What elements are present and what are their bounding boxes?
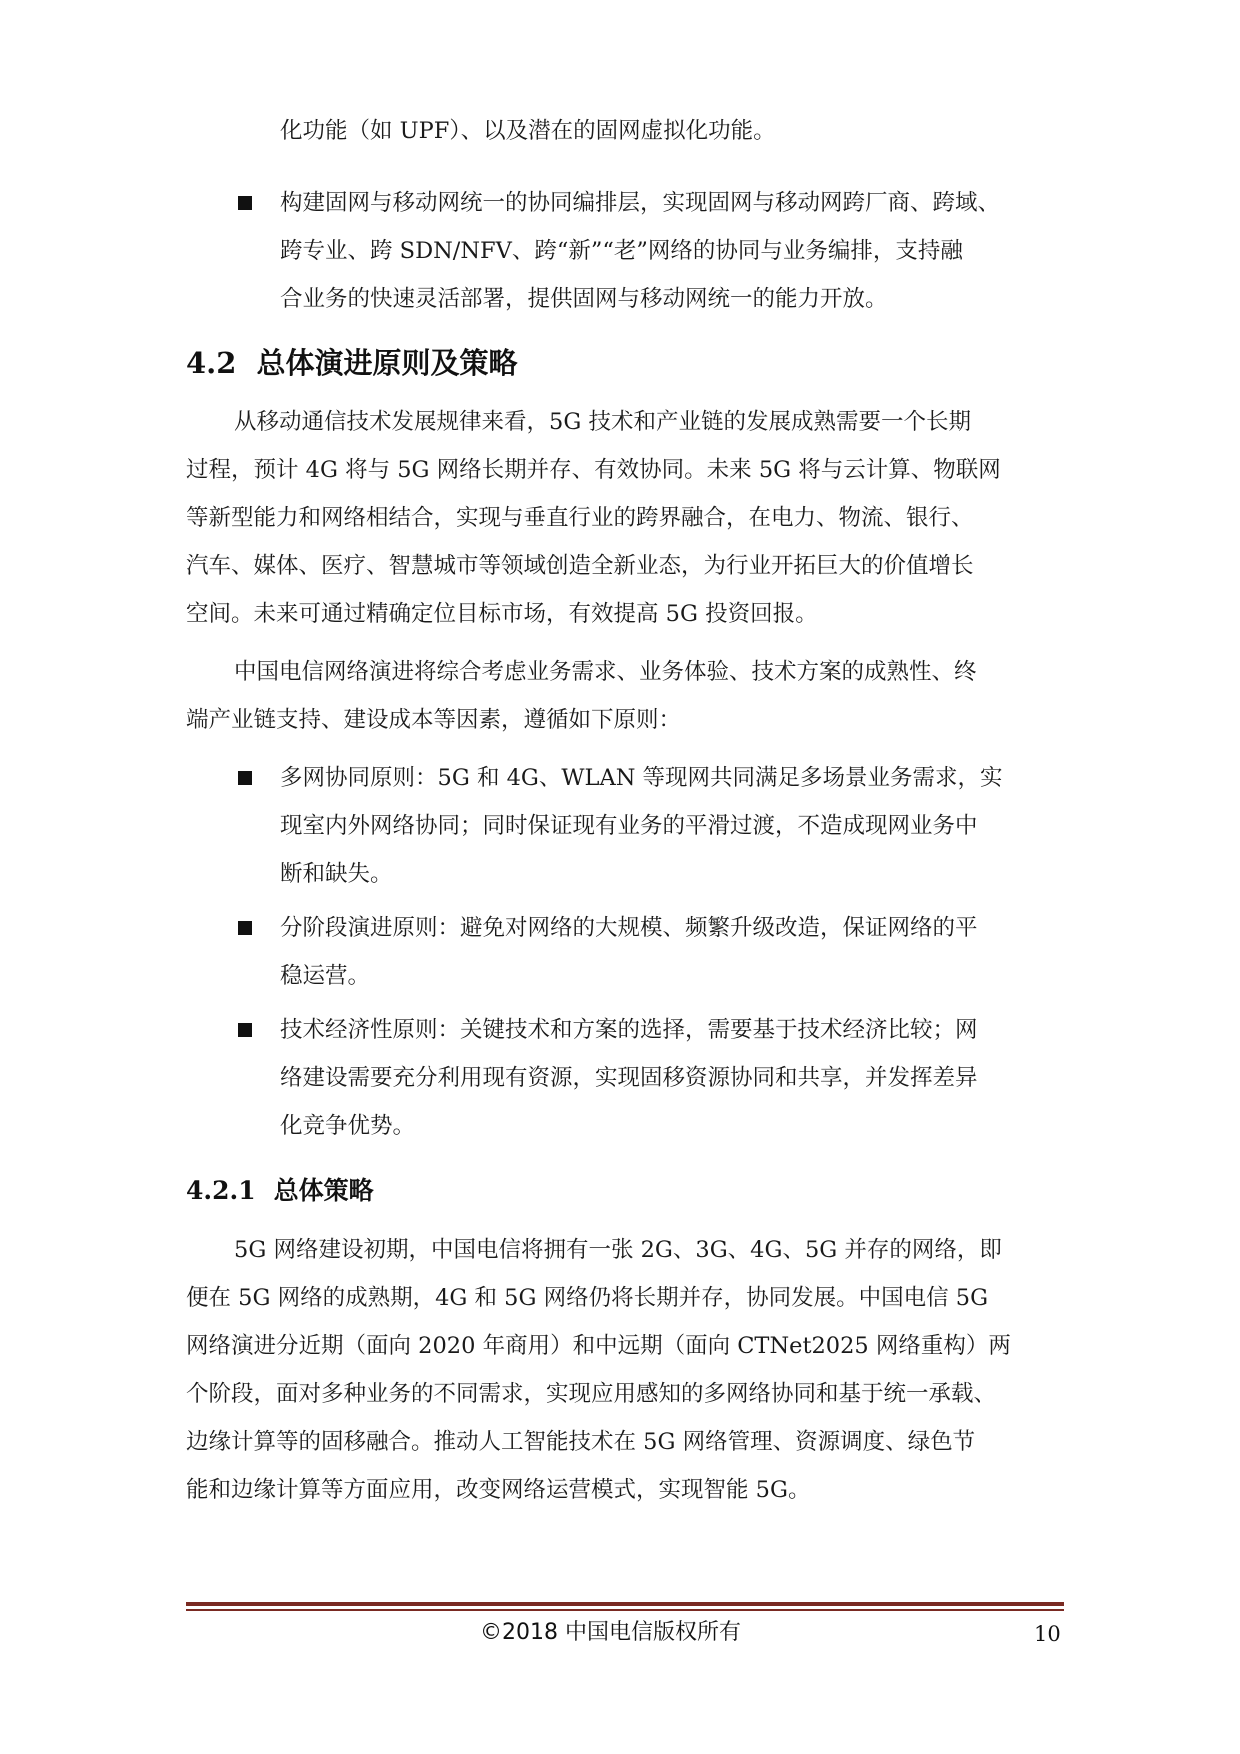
paragraph-line: 空间。未来可通过精确定位目标市场，有效提高 5G 投资回报。 — [186, 601, 818, 627]
page-number: 10 — [1034, 1622, 1061, 1646]
paragraph-line: 中国电信网络演进将综合考虑业务需求、业务体验、技术方案的成熟性、终 — [234, 659, 977, 685]
footer-copyright: ©2018 中国电信版权所有 — [480, 1620, 741, 1645]
footer-divider — [186, 1602, 1064, 1606]
paragraph-line: 等新型能力和网络相结合，实现与垂直行业的跨界融合，在电力、物流、银行、 — [186, 505, 974, 531]
paragraph-line: 能和边缘计算等方面应用，改变网络运营模式，实现智能 5G。 — [186, 1477, 811, 1503]
bullet-continuation-line: 化功能（如 UPF）、以及潜在的固网虚拟化功能。 — [280, 118, 776, 144]
paragraph-line: 边缘计算等的固移融合。推动人工智能技术在 5G 网络管理、资源调度、绿色节 — [186, 1429, 976, 1455]
paragraph-line: 5G 网络建设初期，中国电信将拥有一张 2G、3G、4G、5G 并存的网络，即 — [234, 1237, 1002, 1263]
paragraph-line: 汽车、媒体、医疗、智慧城市等领域创造全新业态，为行业开拓巨大的价值增长 — [186, 553, 974, 579]
paragraph-line: 过程，预计 4G 将与 5G 网络长期并存、有效协同。未来 5G 将与云计算、物联网 — [186, 457, 1001, 483]
section-heading-4-2-1 — [186, 1175, 374, 1207]
subsection-title: 总体策略 — [273, 1176, 374, 1205]
principle-line: 断和缺失。 — [280, 861, 393, 887]
subsection-number: 4.2.1 — [186, 1176, 256, 1205]
square-bullet-icon — [238, 771, 252, 785]
section-heading-4-2 — [186, 345, 517, 381]
principle-line: 化竞争优势。 — [280, 1113, 416, 1139]
paragraph-line: 网络演进分近期（面向 2020 年商用）和中远期（面向 CTNet2025 网络重构）两 — [186, 1333, 1011, 1359]
paragraph-line: 端产业链支持、建设成本等因素，遵循如下原则： — [186, 707, 682, 733]
bullet-text-line: 跨专业、跨 SDN/NFV、跨“新”“老”网络的协同与业务编排，支持融 — [280, 238, 963, 264]
square-bullet-icon — [238, 1023, 252, 1037]
section-title: 总体演进原则及策略 — [256, 346, 518, 380]
footer-divider-thin — [186, 1609, 1064, 1611]
principle-line: 分阶段演进原则：避免对网络的大规模、频繁升级改造，保证网络的平 — [280, 915, 978, 941]
bullet-text-line: 构建固网与移动网统一的协同编排层，实现固网与移动网跨厂商、跨域、 — [280, 190, 1001, 216]
principle-line: 络建设需要充分利用现有资源，实现固移资源协同和共享，并发挥差异 — [280, 1065, 978, 1091]
paragraph-line: 个阶段，面对多种业务的不同需求，实现应用感知的多网络协同和基于统一承载、 — [186, 1381, 997, 1407]
square-bullet-icon — [238, 196, 252, 210]
principle-line: 稳运营。 — [280, 963, 371, 989]
section-number: 4.2 — [186, 346, 237, 380]
principle-line: 多网协同原则：5G 和 4G、WLAN 等现网共同满足多场景业务需求，实 — [280, 765, 1003, 791]
principle-line: 现室内外网络协同；同时保证现有业务的平滑过渡，不造成现网业务中 — [280, 813, 978, 839]
paragraph-line: 便在 5G 网络的成熟期，4G 和 5G 网络仍将长期并存，协同发展。中国电信 5G — [186, 1285, 989, 1311]
square-bullet-icon — [238, 921, 252, 935]
principle-line: 技术经济性原则：关键技术和方案的选择，需要基于技术经济比较；网 — [280, 1017, 978, 1043]
paragraph-line: 从移动通信技术发展规律来看，5G 技术和产业链的发展成熟需要一个长期 — [234, 409, 971, 435]
bullet-text-line: 合业务的快速灵活部署，提供固网与移动网统一的能力开放。 — [280, 286, 888, 312]
